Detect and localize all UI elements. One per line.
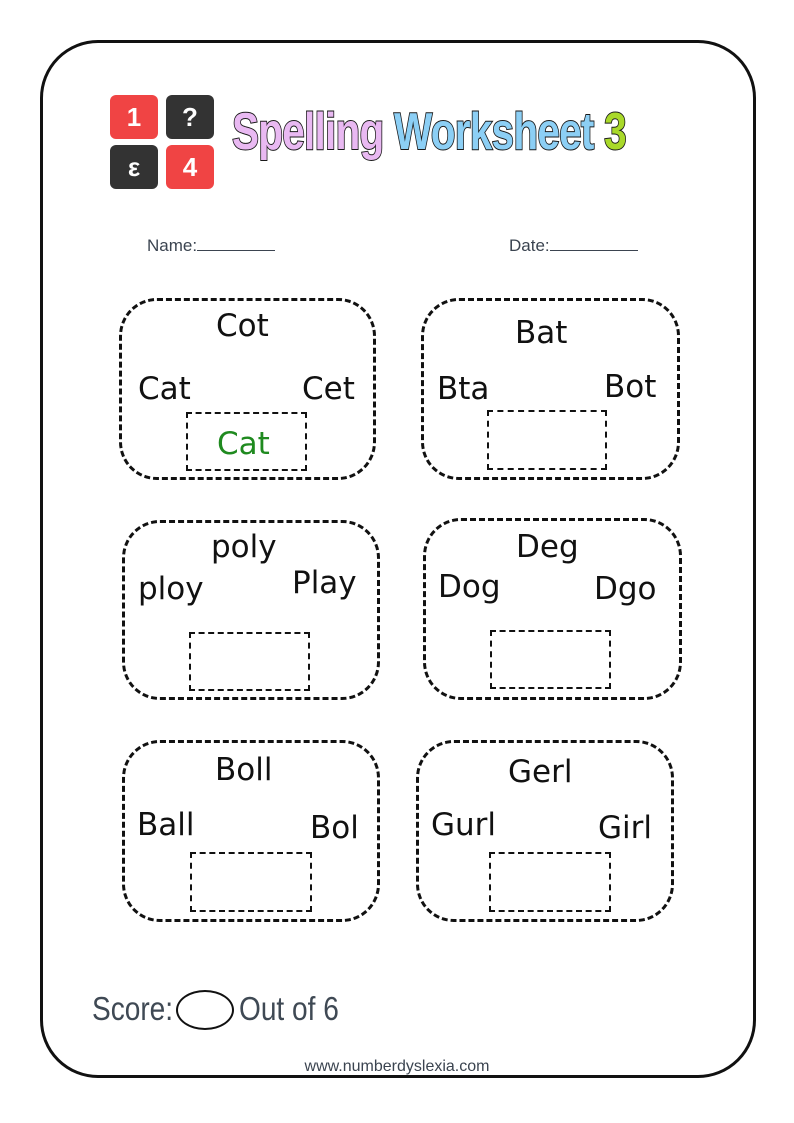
word-option-top[interactable]: Cot — [216, 308, 269, 344]
score-label: Score: — [92, 990, 174, 1027]
answer-box-3[interactable] — [189, 632, 310, 691]
score-input-oval[interactable] — [176, 990, 234, 1030]
word-option-left[interactable]: Ball — [137, 807, 195, 843]
word-option-right[interactable]: Girl — [598, 810, 652, 846]
name-label: Name: — [147, 236, 198, 255]
name-field[interactable] — [147, 234, 275, 256]
word-option-left[interactable]: Dog — [438, 569, 501, 605]
word-option-right[interactable]: Play — [292, 565, 357, 601]
word-option-left[interactable]: Cat — [138, 371, 191, 407]
name-blank[interactable] — [197, 234, 275, 251]
word-option-left[interactable]: Gurl — [431, 807, 497, 843]
date-label: Date: — [509, 236, 550, 255]
word-option-right[interactable]: Bot — [604, 369, 657, 405]
word-option-top[interactable]: Boll — [215, 752, 273, 788]
score-out-of: Out of 6 — [239, 990, 339, 1027]
word-option-left[interactable]: ploy — [138, 571, 204, 607]
title-number: 3 — [604, 103, 626, 161]
logo — [110, 95, 216, 191]
title-worksheet: Worksheet — [394, 103, 594, 161]
answer-box-2[interactable] — [487, 410, 607, 470]
answer-box-4[interactable] — [490, 630, 611, 689]
word-option-right[interactable]: Dgo — [594, 571, 657, 607]
page-title — [232, 102, 626, 182]
word-option-top[interactable]: Deg — [516, 529, 579, 565]
word-option-right[interactable]: Cet — [302, 371, 355, 407]
word-option-top[interactable]: Bat — [515, 315, 568, 351]
word-option-top[interactable]: poly — [211, 529, 277, 565]
logo-tile-question: ? — [166, 95, 214, 139]
word-option-top[interactable]: Gerl — [508, 754, 573, 790]
date-field[interactable] — [509, 234, 638, 256]
answer-box-6[interactable] — [489, 852, 611, 912]
footer-url: www.numberdyslexia.com — [304, 1058, 490, 1075]
answer-box-5[interactable] — [190, 852, 312, 912]
logo-tile-1: 1 — [110, 95, 158, 139]
logo-tile-epsilon: ε — [110, 145, 158, 189]
word-option-right[interactable]: Bol — [310, 810, 359, 846]
word-option-left[interactable]: Bta — [437, 371, 490, 407]
logo-tile-4: 4 — [166, 145, 214, 189]
date-blank[interactable] — [550, 234, 638, 251]
answer-text-1: Cat — [217, 426, 270, 462]
title-spelling: Spelling — [232, 103, 384, 161]
